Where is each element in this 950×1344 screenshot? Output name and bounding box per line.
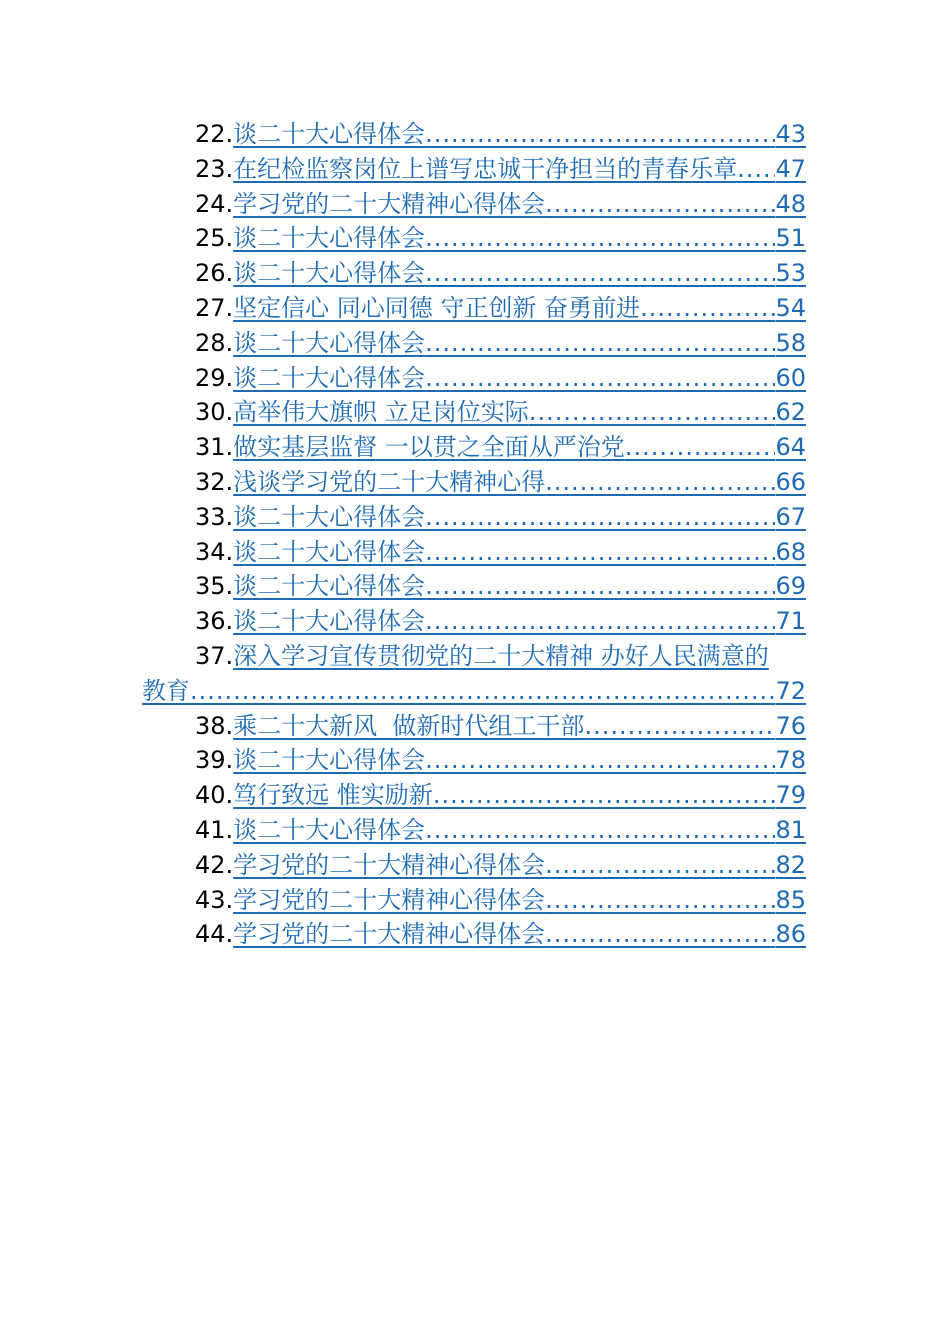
toc-leader-dots	[190, 674, 775, 709]
toc-entry-page-number: 79	[775, 781, 806, 810]
toc-entry-number: 40.	[195, 781, 234, 810]
toc-entry-page-number: 51	[775, 224, 806, 253]
toc-entry-number: 27.	[195, 293, 234, 322]
toc-entry-number: 26.	[195, 259, 234, 288]
toc-entry-title: 谈二十大心得体会	[233, 502, 426, 531]
toc-leader-dots	[625, 430, 776, 465]
toc-entry-page-number: 53	[775, 259, 806, 288]
toc-entry-number: 35.	[195, 572, 234, 601]
toc-entry-page-number: 64	[775, 433, 806, 462]
toc-entry-title-continued: 教育	[142, 676, 190, 705]
toc-entry-line	[142, 152, 806, 187]
toc-entry-page-number: 66	[775, 467, 806, 496]
toc-leader-dots	[545, 465, 775, 500]
toc-entry-line	[142, 221, 806, 256]
toc-link[interactable]	[233, 221, 806, 256]
toc-entry-page-number: 47	[775, 154, 806, 183]
toc-entry-number: 42.	[195, 850, 234, 879]
toc-entry-page-number: 60	[775, 363, 806, 392]
toc-entry-title: 笃行致远 惟实励新	[233, 781, 433, 810]
toc-entry	[142, 465, 806, 500]
toc-entry-title: 谈二十大心得体会	[233, 815, 426, 844]
toc-entry-number: 29.	[195, 363, 234, 392]
toc-entry-page-number: 71	[775, 607, 806, 636]
toc-link[interactable]	[233, 465, 806, 500]
toc-link[interactable]	[233, 187, 806, 222]
toc-entry-title: 谈二十大心得体会	[233, 120, 426, 148]
toc-link[interactable]	[233, 395, 806, 430]
toc-leader-dots	[425, 326, 775, 361]
toc-leader-dots	[545, 917, 775, 952]
toc-entry-title: 高举伟大旗帜 立足岗位实际	[233, 398, 529, 427]
toc-entry-page-number: 78	[775, 746, 806, 775]
toc-entry-line	[142, 883, 806, 918]
toc-entry	[142, 430, 806, 465]
toc-link[interactable]	[233, 569, 806, 604]
toc-entry-title: 在纪检监察岗位上谱写忠诚干净担当的青春乐章	[233, 154, 738, 183]
toc-link[interactable]	[233, 848, 806, 883]
toc-list	[142, 117, 806, 952]
toc-entry	[142, 500, 806, 535]
toc-link[interactable]	[233, 917, 806, 952]
toc-entry-number: 38.	[195, 711, 234, 740]
toc-entry-line	[142, 395, 806, 430]
toc-entry-line	[142, 639, 806, 674]
toc-link[interactable]	[233, 256, 806, 291]
toc-entry-line	[142, 535, 806, 570]
toc-leader-dots	[545, 883, 775, 918]
toc-entry-title: 谈二十大心得体会	[233, 259, 426, 288]
toc-entry-page-number: 68	[775, 537, 806, 566]
toc-entry	[142, 883, 806, 918]
toc-leader-dots	[425, 256, 775, 291]
toc-entry-title: 谈二十大心得体会	[233, 607, 426, 636]
toc-link[interactable]	[233, 430, 806, 465]
toc-leader-dots	[584, 709, 775, 744]
toc-link[interactable]	[233, 778, 806, 813]
toc-entry-line	[142, 117, 806, 152]
toc-entry-title: 谈二十大心得体会	[233, 363, 426, 392]
toc-entry-title: 谈二十大心得体会	[233, 224, 426, 253]
toc-link[interactable]	[233, 500, 806, 535]
toc-entry-line	[142, 917, 806, 952]
toc-entry	[142, 291, 806, 326]
toc-link[interactable]	[233, 604, 806, 639]
toc-leader-dots	[433, 778, 776, 813]
toc-entry-title: 乘二十大新风 做新时代组工干部	[233, 711, 585, 740]
toc-entry-line	[142, 848, 806, 883]
toc-entry	[142, 361, 806, 396]
toc-leader-dots	[425, 535, 775, 570]
toc-entry	[142, 187, 806, 222]
toc-entry-page-number: 58	[775, 328, 806, 357]
toc-entry-title: 谈二十大心得体会	[233, 746, 426, 775]
toc-entry	[142, 848, 806, 883]
toc-link[interactable]	[142, 674, 806, 709]
toc-leader-dots	[425, 569, 775, 604]
toc-entry	[142, 326, 806, 361]
toc-link[interactable]	[233, 361, 806, 396]
toc-entry-page-number: 67	[775, 502, 806, 531]
toc-entry-page-number: 81	[775, 815, 806, 844]
toc-entry	[142, 604, 806, 639]
toc-leader-dots	[425, 117, 775, 152]
toc-entry	[142, 813, 806, 848]
toc-entry-line	[142, 430, 806, 465]
toc-entry	[142, 152, 806, 187]
toc-leader-dots	[425, 500, 775, 535]
toc-entry-line	[142, 813, 806, 848]
toc-entry-line	[142, 465, 806, 500]
toc-leader-dots	[545, 848, 775, 883]
toc-entry-number: 41.	[195, 815, 234, 844]
toc-entry-title: 学习党的二十大精神心得体会	[233, 850, 546, 879]
toc-link[interactable]	[233, 883, 806, 918]
toc-leader-dots	[425, 743, 775, 778]
toc-entry-number: 39.	[195, 746, 234, 775]
toc-entry-title: 坚定信心 同心同德 守正创新 奋勇前进	[233, 293, 641, 322]
toc-entry-number: 30.	[195, 398, 234, 427]
toc-entry-page-number: 48	[775, 189, 806, 218]
toc-leader-dots	[425, 361, 775, 396]
toc-leader-dots	[425, 221, 775, 256]
toc-entry	[142, 117, 806, 152]
toc-entry-number: 32.	[195, 467, 234, 496]
toc-entry-number: 31.	[195, 433, 234, 462]
toc-entry-line	[142, 709, 806, 744]
toc-entry-title: 谈二十大心得体会	[233, 537, 426, 566]
toc-entry-title: 深入学习宣传贯彻党的二十大精神 办好人民满意的	[233, 641, 769, 670]
toc-link[interactable]	[233, 535, 806, 570]
toc-link[interactable]	[233, 639, 806, 674]
toc-entry-line	[142, 604, 806, 639]
toc-entry-page-number: 86	[775, 920, 806, 949]
toc-entry-number: 24.	[195, 189, 234, 218]
toc-entry-line	[142, 291, 806, 326]
toc-entry-number: 36.	[195, 607, 234, 636]
toc-entry-number: 44.	[195, 920, 234, 949]
toc-entry-line	[142, 778, 806, 813]
toc-link[interactable]	[233, 743, 806, 778]
toc-leader-dots	[640, 291, 775, 326]
toc-entry-title: 学习党的二十大精神心得体会	[233, 189, 546, 218]
toc-entry-number: 22.	[195, 120, 234, 148]
toc-entry-title: 做实基层监督 一以贯之全面从严治党	[233, 433, 625, 462]
toc-entry	[142, 256, 806, 291]
toc-entry	[142, 395, 806, 430]
toc-entry-line	[142, 569, 806, 604]
toc-link[interactable]	[233, 291, 806, 326]
toc-link[interactable]	[233, 326, 806, 361]
toc-entry-number: 28.	[195, 328, 234, 357]
toc-link[interactable]	[233, 813, 806, 848]
toc-entry-line	[142, 500, 806, 535]
toc-entry-page-number: 43	[775, 120, 806, 148]
toc-entry-line	[142, 743, 806, 778]
toc-leader-dots	[529, 395, 776, 430]
toc-entry-line	[142, 187, 806, 222]
toc-entry-page-number: 82	[775, 850, 806, 879]
toc-entry-page-number: 72	[775, 676, 806, 705]
toc-entry-line	[142, 256, 806, 291]
toc-leader-dots	[425, 813, 775, 848]
toc-entry	[142, 569, 806, 604]
toc-entry	[142, 778, 806, 813]
toc-entry-page-number: 85	[775, 885, 806, 914]
toc-entry	[142, 917, 806, 952]
toc-entry-number: 33.	[195, 502, 234, 531]
toc-leader-dots	[425, 604, 775, 639]
toc-entry	[142, 743, 806, 778]
toc-entry-page-number: 69	[775, 572, 806, 601]
toc-link[interactable]	[233, 709, 806, 744]
toc-entry-line	[142, 326, 806, 361]
toc-entry-page-number: 62	[775, 398, 806, 427]
toc-entry-number: 34.	[195, 537, 234, 566]
toc-entry	[142, 535, 806, 570]
toc-entry-title: 谈二十大心得体会	[233, 572, 426, 601]
toc-leader-dots	[545, 187, 775, 222]
toc-link[interactable]	[233, 152, 806, 187]
toc-entry-title: 谈二十大心得体会	[233, 328, 426, 357]
toc-entry-line	[142, 361, 806, 396]
toc-entry-page-number: 76	[775, 711, 806, 740]
toc-entry	[142, 709, 806, 744]
toc-link[interactable]	[233, 117, 806, 152]
toc-entry-title: 学习党的二十大精神心得体会	[233, 920, 546, 949]
toc-entry-line-wrap	[142, 674, 806, 709]
toc-entry-number: 23.	[195, 154, 234, 183]
toc-entry-number: 37.	[195, 641, 234, 670]
toc-leader-dots	[737, 152, 775, 187]
toc-entry-title: 学习党的二十大精神心得体会	[233, 885, 546, 914]
toc-entry-title: 浅谈学习党的二十大精神心得	[233, 467, 546, 496]
toc-entry-page-number: 54	[775, 293, 806, 322]
toc-entry	[142, 221, 806, 256]
toc-entry-number: 25.	[195, 224, 234, 253]
toc-entry	[142, 639, 806, 709]
toc-entry-number: 43.	[195, 885, 234, 914]
